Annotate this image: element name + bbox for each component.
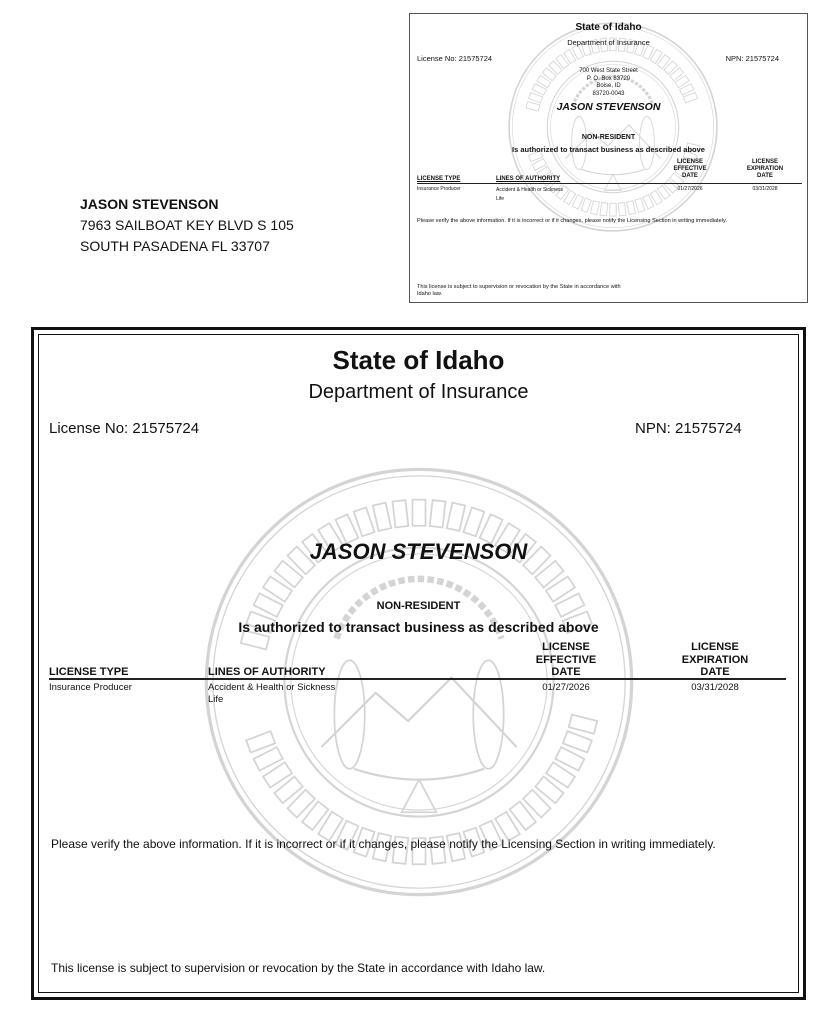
row-lines-of-authority bbox=[208, 682, 335, 706]
notice-line: This license is subject to supervision or revocation by the State in accordance with bbox=[417, 284, 621, 290]
card-verify-notice: Please verify the above information. If it is incorrect or if it changes, please notify the Licensing Section in writing immediately. bbox=[417, 218, 727, 224]
verify-notice: Please verify the above information. If it is incorrect or if it changes, please notify the Licensing Section in writing immediately. bbox=[51, 837, 716, 851]
address-line: 83720-0043 bbox=[592, 90, 625, 97]
card-supervision-notice bbox=[417, 284, 621, 298]
card-row-type: Insurance Producer bbox=[417, 186, 461, 192]
card-state-title: State of Idaho bbox=[575, 22, 642, 33]
col-license-type: LICENSE TYPE bbox=[49, 666, 129, 678]
wallet-license-card bbox=[409, 13, 808, 303]
residency-status: NON-RESIDENT bbox=[376, 600, 461, 612]
header-line: LICENSE bbox=[691, 641, 739, 653]
row-effective-date: 01/27/2026 bbox=[542, 682, 590, 693]
row-expiration-date: 03/31/2028 bbox=[691, 682, 739, 693]
notice-line: Idaho law. bbox=[417, 291, 443, 297]
card-dept-address bbox=[410, 68, 807, 98]
header-line: DATE bbox=[700, 666, 730, 678]
address-line-2: SOUTH PASADENA FL 33707 bbox=[80, 238, 270, 254]
license-number: License No: 21575724 bbox=[49, 420, 200, 437]
header-line: DATE bbox=[551, 666, 581, 678]
card-authorization: Is authorized to transact business as described above bbox=[512, 145, 705, 154]
col-expiration-date bbox=[665, 641, 765, 679]
card-col-lines: LINES OF AUTHORITY bbox=[496, 176, 561, 182]
line-of-authority: Accident & Health or Sickness bbox=[496, 187, 563, 193]
header-line: LICENSE bbox=[676, 159, 703, 165]
card-residency: NON-RESIDENT bbox=[581, 134, 636, 141]
card-row-lines bbox=[496, 186, 563, 204]
card-row-effective: 01/27/2026 bbox=[677, 186, 703, 192]
address-line: 700 West State Street bbox=[579, 68, 638, 74]
card-npn: NPN: 21575724 bbox=[725, 54, 779, 63]
row-license-type: Insurance Producer bbox=[49, 682, 132, 693]
col-effective-date bbox=[516, 641, 616, 679]
recipient-name: JASON STEVENSON bbox=[80, 196, 219, 212]
line-of-authority: Life bbox=[496, 196, 505, 202]
header-line: EFFECTIVE bbox=[535, 653, 597, 666]
header-rule bbox=[49, 678, 786, 680]
line-of-authority: Life bbox=[208, 694, 224, 705]
card-row-expiration: 03/31/2028 bbox=[752, 186, 778, 192]
authorization-statement: Is authorized to transact business as described above bbox=[238, 619, 599, 635]
header-line: DATE bbox=[682, 173, 698, 179]
licensee-name: JASON STEVENSON bbox=[309, 539, 528, 564]
header-line: EFFECTIVE bbox=[673, 166, 707, 172]
header-line: DATE bbox=[757, 173, 773, 179]
department-title: Department of Insurance bbox=[308, 381, 529, 403]
card-license-number: License No: 21575724 bbox=[417, 54, 493, 63]
card-header-rule bbox=[417, 183, 802, 184]
col-lines-of-authority: LINES OF AUTHORITY bbox=[208, 666, 326, 678]
address-line: P. O. Box 83720 bbox=[586, 75, 631, 82]
card-col-effective bbox=[655, 159, 725, 180]
line-of-authority: Accident & Health or Sickness bbox=[208, 682, 336, 693]
npn: NPN: 21575724 bbox=[635, 420, 742, 437]
card-col-expiration bbox=[730, 159, 800, 180]
address-line: Boise, ID bbox=[596, 83, 621, 89]
state-title: State of Idaho bbox=[332, 345, 505, 375]
supervision-notice: This license is subject to supervision or revocation by the State in accordance with Idaho law. bbox=[51, 961, 546, 975]
card-licensee-name: JASON STEVENSON bbox=[556, 101, 661, 113]
card-department: Department of Insurance bbox=[567, 38, 650, 47]
header-line: EXPIRATION bbox=[746, 166, 784, 172]
header-line: EXPIRATION bbox=[681, 653, 749, 666]
address-line-1: 7963 SAILBOAT KEY BLVD S 105 bbox=[80, 217, 294, 233]
card-col-type: LICENSE TYPE bbox=[417, 176, 461, 182]
header-line: LICENSE bbox=[542, 641, 590, 653]
mailing-address bbox=[80, 194, 294, 257]
license-certificate bbox=[38, 334, 799, 993]
header-line: LICENSE bbox=[751, 159, 778, 165]
